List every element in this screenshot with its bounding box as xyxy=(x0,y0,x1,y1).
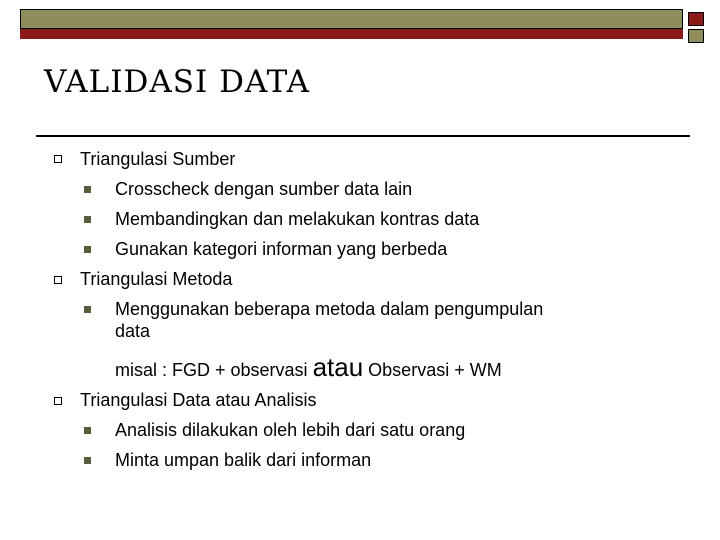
square-bullet-icon xyxy=(84,457,91,464)
hollow-square-bullet-icon xyxy=(54,397,62,405)
title-divider xyxy=(36,135,690,137)
square-bullet-icon xyxy=(84,427,91,434)
square-bullet-icon xyxy=(84,246,91,253)
square-bullet-icon xyxy=(84,186,91,193)
section-heading: Triangulasi Metoda xyxy=(80,269,233,289)
hollow-square-bullet-icon xyxy=(54,276,62,284)
list-item: Analisis dilakukan oleh lebih dari satu orang xyxy=(115,420,466,440)
header-bar-red xyxy=(20,29,683,39)
square-bullet-icon xyxy=(84,216,91,223)
slide-title: VALIDASI DATA xyxy=(44,64,310,100)
list-item: Membandingkan dan melakukan kontras data xyxy=(115,209,480,229)
list-item: Gunakan kategori informan yang berbeda xyxy=(115,239,448,259)
section-heading: Triangulasi Sumber xyxy=(80,149,236,169)
list-item: Crosscheck dengan sumber data lain xyxy=(115,179,413,199)
hollow-square-bullet-icon xyxy=(54,155,62,163)
example-emphasis: atau xyxy=(312,352,364,382)
header-square-olive xyxy=(688,29,704,43)
square-bullet-icon xyxy=(84,306,91,313)
list-item: Menggunakan beberapa metoda dalam pengumpulan xyxy=(115,299,544,319)
example-text: misal : FGD + observasi xyxy=(115,360,313,380)
example-line xyxy=(115,352,502,382)
example-text: Observasi + WM xyxy=(363,360,502,380)
section-heading: Triangulasi Data atau Analisis xyxy=(80,390,317,410)
header-bar-olive xyxy=(20,9,683,29)
header-square-red xyxy=(688,12,704,26)
list-item: Minta umpan balik dari informan xyxy=(115,450,372,470)
list-item-continuation: data xyxy=(115,321,151,341)
